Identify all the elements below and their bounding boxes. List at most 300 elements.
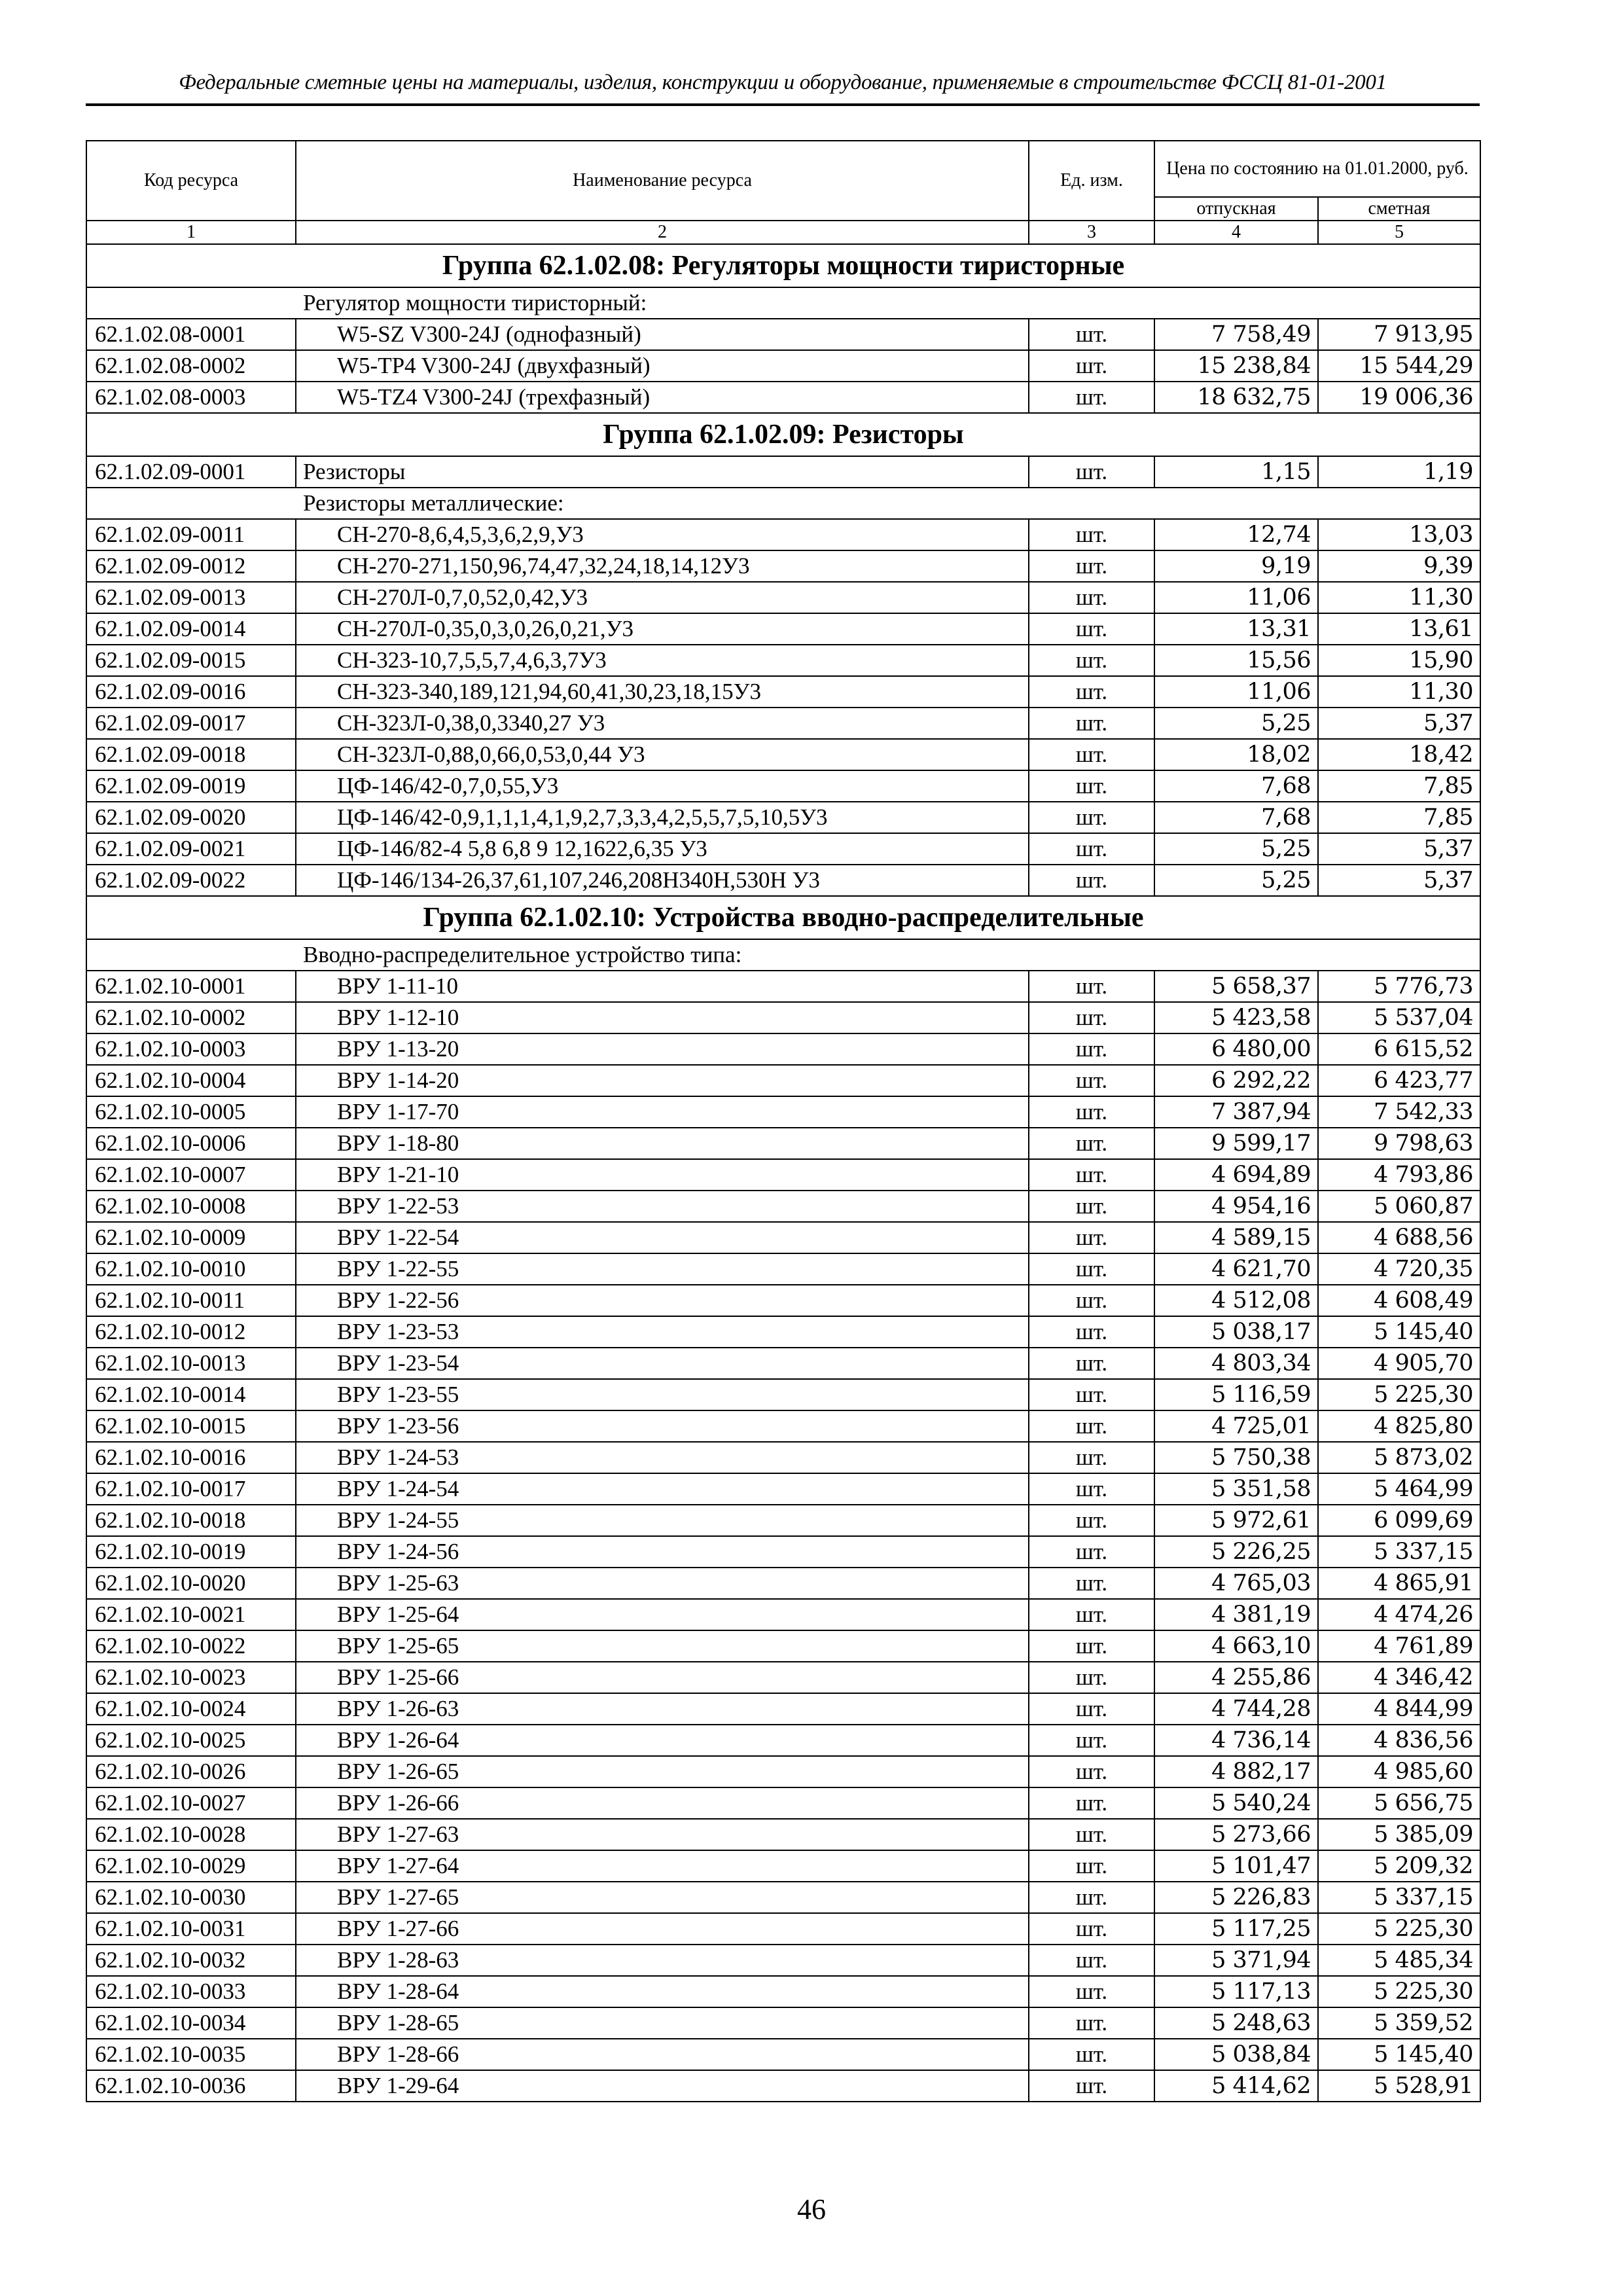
- unit: шт.: [1029, 1222, 1154, 1253]
- table-row: [86, 1693, 1480, 1725]
- unit: шт.: [1029, 1348, 1154, 1379]
- release-price: 11,06: [1154, 582, 1318, 613]
- resource-name: ВРУ 1-22-53: [296, 1191, 1029, 1222]
- unit: шт.: [1029, 1191, 1154, 1222]
- estimate-price: 4 844,99: [1318, 1693, 1480, 1725]
- unit: шт.: [1029, 708, 1154, 739]
- resource-name: СН-323Л-0,38,0,3340,27 У3: [296, 708, 1029, 739]
- page-number: 46: [797, 2193, 826, 2225]
- table-row: [86, 319, 1480, 350]
- resource-name: ЦФ-146/42-0,9,1,1,1,4,1,9,2,7,3,3,4,2,5,5,7,5,10,5У3: [296, 802, 1029, 833]
- price-table: [86, 140, 1481, 2102]
- unit: шт.: [1029, 1630, 1154, 1662]
- table-row: [86, 1787, 1480, 1819]
- release-price: 5 371,94: [1154, 1945, 1318, 1976]
- resource-name: ВРУ 1-26-64: [296, 1725, 1029, 1756]
- group-title: Группа 62.1.02.10: Устройства вводно-распределительные: [86, 896, 1480, 939]
- resource-name: ВРУ 1-17-70: [296, 1096, 1029, 1128]
- resource-name: ВРУ 1-12-10: [296, 1002, 1029, 1033]
- table-row: [86, 1191, 1480, 1222]
- unit: шт.: [1029, 1442, 1154, 1473]
- unit: шт.: [1029, 1819, 1154, 1850]
- estimate-price: 5,37: [1318, 708, 1480, 739]
- subheader-cell: [86, 287, 1480, 319]
- estimate-price: 5 209,32: [1318, 1850, 1480, 1882]
- table-row: [86, 1253, 1480, 1285]
- resource-name: ВРУ 1-28-64: [296, 1976, 1029, 2007]
- unit: шт.: [1029, 1253, 1154, 1285]
- release-price: 5 117,25: [1154, 1913, 1318, 1945]
- resource-code: 62.1.02.09-0015: [86, 645, 296, 676]
- resource-name: ВРУ 1-24-54: [296, 1473, 1029, 1505]
- resource-code: 62.1.02.10-0014: [86, 1379, 296, 1410]
- release-price: 5 038,84: [1154, 2039, 1318, 2070]
- table-row: [86, 382, 1480, 413]
- resource-code: 62.1.02.10-0003: [86, 1033, 296, 1065]
- unit: шт.: [1029, 1128, 1154, 1159]
- table-row: [86, 1725, 1480, 1756]
- estimate-price: 5 776,73: [1318, 971, 1480, 1002]
- col-number: 4: [1154, 221, 1318, 244]
- resource-code: 62.1.02.10-0009: [86, 1222, 296, 1253]
- estimate-price: 4 346,42: [1318, 1662, 1480, 1693]
- release-price: 4 882,17: [1154, 1756, 1318, 1787]
- resource-name: ВРУ 1-26-65: [296, 1756, 1029, 1787]
- release-price: 18 632,75: [1154, 382, 1318, 413]
- release-price: 5,25: [1154, 833, 1318, 865]
- table-row: [86, 1505, 1480, 1536]
- unit: шт.: [1029, 519, 1154, 550]
- resource-name: ВРУ 1-23-56: [296, 1410, 1029, 1442]
- release-price: 4 694,89: [1154, 1159, 1318, 1191]
- resource-code: 62.1.02.09-0016: [86, 676, 296, 708]
- resource-code: 62.1.02.08-0002: [86, 350, 296, 382]
- resource-name: ВРУ 1-23-53: [296, 1316, 1029, 1348]
- table-row: [86, 1536, 1480, 1568]
- resource-name: ВРУ 1-26-66: [296, 1787, 1029, 1819]
- unit: шт.: [1029, 1787, 1154, 1819]
- release-price: 5 101,47: [1154, 1850, 1318, 1882]
- estimate-price: 9 798,63: [1318, 1128, 1480, 1159]
- table-row: [86, 350, 1480, 382]
- unit: шт.: [1029, 1850, 1154, 1882]
- estimate-price: 5,37: [1318, 865, 1480, 896]
- table-row: [86, 1033, 1480, 1065]
- resource-code: 62.1.02.10-0019: [86, 1536, 296, 1568]
- table-row: [86, 1913, 1480, 1945]
- release-price: 15,56: [1154, 645, 1318, 676]
- estimate-price: 7 542,33: [1318, 1096, 1480, 1128]
- release-price: 5,25: [1154, 865, 1318, 896]
- resource-code: 62.1.02.10-0024: [86, 1693, 296, 1725]
- resource-code: 62.1.02.10-0004: [86, 1065, 296, 1096]
- release-price: 1,15: [1154, 456, 1318, 488]
- table-row: [86, 971, 1480, 1002]
- resource-name: СН-270-8,6,4,5,3,6,2,9,У3: [296, 519, 1029, 550]
- release-price: 4 954,16: [1154, 1191, 1318, 1222]
- estimate-price: 9,39: [1318, 550, 1480, 582]
- unit: шт.: [1029, 676, 1154, 708]
- unit: шт.: [1029, 1379, 1154, 1410]
- release-price: 6 292,22: [1154, 1065, 1318, 1096]
- release-price: 5 414,62: [1154, 2070, 1318, 2102]
- resource-name: СН-323Л-0,88,0,66,0,53,0,44 У3: [296, 739, 1029, 770]
- estimate-price: 5 225,30: [1318, 1379, 1480, 1410]
- subheader-cell: [86, 939, 1480, 971]
- estimate-price: 5 385,09: [1318, 1819, 1480, 1850]
- table-row: [86, 1222, 1480, 1253]
- release-price: 4 255,86: [1154, 1662, 1318, 1693]
- release-price: 5 658,37: [1154, 971, 1318, 1002]
- unit: шт.: [1029, 865, 1154, 896]
- release-price: 15 238,84: [1154, 350, 1318, 382]
- resource-name: ВРУ 1-27-66: [296, 1913, 1029, 1945]
- release-price: 5 351,58: [1154, 1473, 1318, 1505]
- estimate-price: 11,30: [1318, 582, 1480, 613]
- unit: шт.: [1029, 319, 1154, 350]
- group-row: [86, 413, 1480, 456]
- resource-name: ВРУ 1-25-63: [296, 1568, 1029, 1599]
- release-price: 7 387,94: [1154, 1096, 1318, 1128]
- release-price: 4 589,15: [1154, 1222, 1318, 1253]
- resource-name: ВРУ 1-22-56: [296, 1285, 1029, 1316]
- resource-name: СН-270-271,150,96,74,47,32,24,18,14,12У3: [296, 550, 1029, 582]
- resource-name: ВРУ 1-26-63: [296, 1693, 1029, 1725]
- release-price: 13,31: [1154, 613, 1318, 645]
- resource-code: 62.1.02.10-0025: [86, 1725, 296, 1756]
- estimate-price: 5 225,30: [1318, 1976, 1480, 2007]
- table-row: [86, 1630, 1480, 1662]
- estimate-price: 4 905,70: [1318, 1348, 1480, 1379]
- estimate-price: 4 761,89: [1318, 1630, 1480, 1662]
- col-header-name: Наименование ресурса: [296, 141, 1029, 221]
- unit: шт.: [1029, 613, 1154, 645]
- unit: шт.: [1029, 1725, 1154, 1756]
- resource-code: 62.1.02.10-0030: [86, 1882, 296, 1913]
- unit: шт.: [1029, 1945, 1154, 1976]
- resource-code: 62.1.02.10-0031: [86, 1913, 296, 1945]
- col-header-price-label: Цена по состоянию на 01.01.2000, руб.: [1166, 158, 1469, 179]
- resource-name: СН-270Л-0,35,0,3,0,26,0,21,У3: [296, 613, 1029, 645]
- resource-name: Резисторы: [296, 456, 1029, 488]
- unit: шт.: [1029, 971, 1154, 1002]
- release-price: 12,74: [1154, 519, 1318, 550]
- estimate-price: 4 720,35: [1318, 1253, 1480, 1285]
- subheader-label: Регулятор мощности тиристорный:: [303, 290, 647, 315]
- table-row: [86, 550, 1480, 582]
- table-row: [86, 1756, 1480, 1787]
- unit: шт.: [1029, 1285, 1154, 1316]
- col-header-price: [1154, 141, 1480, 197]
- table-row: [86, 1410, 1480, 1442]
- resource-code: 62.1.02.10-0022: [86, 1630, 296, 1662]
- col-header-code: Код ресурса: [86, 141, 296, 221]
- estimate-price: 5 528,91: [1318, 2070, 1480, 2102]
- resource-name: ЦФ-146/134-26,37,61,107,246,208Н340Н,530Н У3: [296, 865, 1029, 896]
- group-title: Группа 62.1.02.09: Резисторы: [86, 413, 1480, 456]
- table-row: [86, 1348, 1480, 1379]
- table-row: [86, 582, 1480, 613]
- resource-code: 62.1.02.10-0023: [86, 1662, 296, 1693]
- release-price: 4 725,01: [1154, 1410, 1318, 1442]
- table-row: [86, 1662, 1480, 1693]
- table-row: [86, 613, 1480, 645]
- resource-code: 62.1.02.09-0022: [86, 865, 296, 896]
- estimate-price: 13,03: [1318, 519, 1480, 550]
- resource-name: ЦФ-146/82-4 5,8 6,8 9 12,1622,6,35 У3: [296, 833, 1029, 865]
- col-header-unit: Ед. изм.: [1029, 141, 1154, 221]
- resource-name: ВРУ 1-25-65: [296, 1630, 1029, 1662]
- column-number-row: [86, 221, 1480, 244]
- estimate-price: 7 913,95: [1318, 319, 1480, 350]
- estimate-price: 5 060,87: [1318, 1191, 1480, 1222]
- estimate-price: 4 985,60: [1318, 1756, 1480, 1787]
- resource-name: ВРУ 1-13-20: [296, 1033, 1029, 1065]
- subheader-row: [86, 939, 1480, 971]
- resource-name: СН-323-10,7,5,5,7,4,6,3,7У3: [296, 645, 1029, 676]
- release-price: 7 758,49: [1154, 319, 1318, 350]
- resource-code: 62.1.02.10-0020: [86, 1568, 296, 1599]
- header-divider: [86, 103, 1480, 106]
- col-number: 3: [1029, 221, 1154, 244]
- unit: шт.: [1029, 1505, 1154, 1536]
- release-price: 4 736,14: [1154, 1725, 1318, 1756]
- resource-code: 62.1.02.09-0014: [86, 613, 296, 645]
- subheader-label: Резисторы металлические:: [303, 490, 564, 516]
- estimate-price: 4 836,56: [1318, 1725, 1480, 1756]
- unit: шт.: [1029, 582, 1154, 613]
- table-row: [86, 1945, 1480, 1976]
- group-row: [86, 244, 1480, 287]
- table-row: [86, 1128, 1480, 1159]
- release-price: 5 038,17: [1154, 1316, 1318, 1348]
- resource-name: ВРУ 1-24-53: [296, 1442, 1029, 1473]
- resource-name: ВРУ 1-24-55: [296, 1505, 1029, 1536]
- unit: шт.: [1029, 2039, 1154, 2070]
- resource-code: 62.1.02.10-0007: [86, 1159, 296, 1191]
- resource-code: 62.1.02.09-0017: [86, 708, 296, 739]
- unit: шт.: [1029, 802, 1154, 833]
- subheader-row: [86, 488, 1480, 519]
- release-price: 9 599,17: [1154, 1128, 1318, 1159]
- subheader-cell: [86, 488, 1480, 519]
- resource-name: ВРУ 1-23-55: [296, 1379, 1029, 1410]
- resource-name: СН-270Л-0,7,0,52,0,42,У3: [296, 582, 1029, 613]
- resource-code: 62.1.02.09-0020: [86, 802, 296, 833]
- release-price: 6 480,00: [1154, 1033, 1318, 1065]
- unit: шт.: [1029, 1599, 1154, 1630]
- release-price: 4 512,08: [1154, 1285, 1318, 1316]
- release-price: 18,02: [1154, 739, 1318, 770]
- estimate-price: 5 145,40: [1318, 2039, 1480, 2070]
- resource-code: 62.1.02.10-0017: [86, 1473, 296, 1505]
- resource-name: W5-SZ V300-24J (однофазный): [296, 319, 1029, 350]
- table-row: [86, 1442, 1480, 1473]
- resource-code: 62.1.02.10-0012: [86, 1316, 296, 1348]
- col-number: 5: [1318, 221, 1480, 244]
- estimate-price: 18,42: [1318, 739, 1480, 770]
- resource-name: W5-TZ4 V300-24J (трехфазный): [296, 382, 1029, 413]
- unit: шт.: [1029, 770, 1154, 802]
- unit: шт.: [1029, 1882, 1154, 1913]
- estimate-price: 4 474,26: [1318, 1599, 1480, 1630]
- resource-name: ВРУ 1-27-63: [296, 1819, 1029, 1850]
- resource-name: ВРУ 1-22-54: [296, 1222, 1029, 1253]
- estimate-price: 1,19: [1318, 456, 1480, 488]
- table-row: [86, 2007, 1480, 2039]
- resource-code: 62.1.02.10-0018: [86, 1505, 296, 1536]
- unit: шт.: [1029, 1002, 1154, 1033]
- release-price: 5 226,25: [1154, 1536, 1318, 1568]
- estimate-price: 7,85: [1318, 802, 1480, 833]
- table-row: [86, 645, 1480, 676]
- resource-name: ВРУ 1-28-65: [296, 2007, 1029, 2039]
- estimate-price: 5 337,15: [1318, 1882, 1480, 1913]
- resource-code: 62.1.02.10-0028: [86, 1819, 296, 1850]
- unit: шт.: [1029, 550, 1154, 582]
- table-row: [86, 1599, 1480, 1630]
- unit: шт.: [1029, 456, 1154, 488]
- release-price: 4 765,03: [1154, 1568, 1318, 1599]
- release-price: 5 540,24: [1154, 1787, 1318, 1819]
- unit: шт.: [1029, 1756, 1154, 1787]
- table-row: [86, 1473, 1480, 1505]
- unit: шт.: [1029, 1473, 1154, 1505]
- unit: шт.: [1029, 1536, 1154, 1568]
- estimate-price: 15,90: [1318, 645, 1480, 676]
- resource-name: ВРУ 1-24-56: [296, 1536, 1029, 1568]
- resource-code: 62.1.02.10-0027: [86, 1787, 296, 1819]
- unit: шт.: [1029, 2007, 1154, 2039]
- table-row: [86, 1882, 1480, 1913]
- estimate-price: 5 464,99: [1318, 1473, 1480, 1505]
- resource-name: ВРУ 1-21-10: [296, 1159, 1029, 1191]
- resource-code: 62.1.02.09-0011: [86, 519, 296, 550]
- release-price: 4 803,34: [1154, 1348, 1318, 1379]
- unit: шт.: [1029, 739, 1154, 770]
- estimate-price: 6 423,77: [1318, 1065, 1480, 1096]
- resource-code: 62.1.02.10-0016: [86, 1442, 296, 1473]
- price-table-body: [86, 221, 1480, 2102]
- group-title: Группа 62.1.02.08: Регуляторы мощности тиристорные: [86, 244, 1480, 287]
- estimate-price: 5 873,02: [1318, 1442, 1480, 1473]
- estimate-price: 4 865,91: [1318, 1568, 1480, 1599]
- resource-code: 62.1.02.09-0012: [86, 550, 296, 582]
- release-price: 5 248,63: [1154, 2007, 1318, 2039]
- release-price: 5 750,38: [1154, 1442, 1318, 1473]
- table-row: [86, 1096, 1480, 1128]
- table-row: [86, 1379, 1480, 1410]
- unit: шт.: [1029, 1033, 1154, 1065]
- unit: шт.: [1029, 1410, 1154, 1442]
- table-row: [86, 1002, 1480, 1033]
- estimate-price: 5,37: [1318, 833, 1480, 865]
- release-price: 4 621,70: [1154, 1253, 1318, 1285]
- estimate-price: 5 337,15: [1318, 1536, 1480, 1568]
- group-row: [86, 896, 1480, 939]
- release-price: 9,19: [1154, 550, 1318, 582]
- release-price: 5,25: [1154, 708, 1318, 739]
- release-price: 4 381,19: [1154, 1599, 1318, 1630]
- table-row: [86, 519, 1480, 550]
- resource-name: ВРУ 1-25-66: [296, 1662, 1029, 1693]
- table-row: [86, 1568, 1480, 1599]
- resource-code: 62.1.02.08-0001: [86, 319, 296, 350]
- resource-code: 62.1.02.10-0036: [86, 2070, 296, 2102]
- resource-name: ВРУ 1-27-65: [296, 1882, 1029, 1913]
- table-row: [86, 1159, 1480, 1191]
- resource-code: 62.1.02.10-0002: [86, 1002, 296, 1033]
- running-head: Федеральные сметные цены на материалы, изделия, конструкции и оборудование, применяемые в строительстве ФССЦ 81-01-2001: [179, 71, 1387, 94]
- table-row: [86, 1316, 1480, 1348]
- resource-code: 62.1.02.08-0003: [86, 382, 296, 413]
- unit: шт.: [1029, 2070, 1154, 2102]
- resource-name: W5-TP4 V300-24J (двухфазный): [296, 350, 1029, 382]
- col-number: 2: [296, 221, 1029, 244]
- unit: шт.: [1029, 1065, 1154, 1096]
- estimate-price: 4 793,86: [1318, 1159, 1480, 1191]
- unit: шт.: [1029, 350, 1154, 382]
- unit: шт.: [1029, 645, 1154, 676]
- col-number: 1: [86, 221, 296, 244]
- estimate-price: 13,61: [1318, 613, 1480, 645]
- resource-code: 62.1.02.09-0018: [86, 739, 296, 770]
- col-header-release: отпускная: [1154, 197, 1318, 221]
- resource-name: ВРУ 1-23-54: [296, 1348, 1029, 1379]
- resource-code: 62.1.02.10-0029: [86, 1850, 296, 1882]
- resource-code: 62.1.02.10-0032: [86, 1945, 296, 1976]
- release-price: 7,68: [1154, 802, 1318, 833]
- table-row: [86, 1819, 1480, 1850]
- table-row: [86, 676, 1480, 708]
- resource-name: ВРУ 1-28-66: [296, 2039, 1029, 2070]
- unit: шт.: [1029, 1976, 1154, 2007]
- table-row: [86, 1285, 1480, 1316]
- resource-name: ЦФ-146/42-0,7,0,55,У3: [296, 770, 1029, 802]
- table-row: [86, 2039, 1480, 2070]
- estimate-price: 5 537,04: [1318, 1002, 1480, 1033]
- table-row: [86, 833, 1480, 865]
- estimate-price: 5 485,34: [1318, 1945, 1480, 1976]
- resource-code: 62.1.02.10-0011: [86, 1285, 296, 1316]
- table-row: [86, 739, 1480, 770]
- release-price: 5 972,61: [1154, 1505, 1318, 1536]
- estimate-price: 6 615,52: [1318, 1033, 1480, 1065]
- estimate-price: 19 006,36: [1318, 382, 1480, 413]
- resource-name: ВРУ 1-14-20: [296, 1065, 1029, 1096]
- subheader-label: Вводно-распределительное устройство типа:: [303, 942, 742, 967]
- resource-code: 62.1.02.10-0035: [86, 2039, 296, 2070]
- resource-code: 62.1.02.10-0034: [86, 2007, 296, 2039]
- unit: шт.: [1029, 833, 1154, 865]
- unit: шт.: [1029, 1159, 1154, 1191]
- resource-code: 62.1.02.09-0021: [86, 833, 296, 865]
- resource-code: 62.1.02.09-0001: [86, 456, 296, 488]
- resource-name: ВРУ 1-22-55: [296, 1253, 1029, 1285]
- resource-code: 62.1.02.10-0021: [86, 1599, 296, 1630]
- col-header-estimate: сметная: [1318, 197, 1480, 221]
- unit: шт.: [1029, 382, 1154, 413]
- table-row: [86, 1976, 1480, 2007]
- estimate-price: 15 544,29: [1318, 350, 1480, 382]
- resource-code: 62.1.02.10-0015: [86, 1410, 296, 1442]
- table-row: [86, 1065, 1480, 1096]
- unit: шт.: [1029, 1662, 1154, 1693]
- table-row: [86, 802, 1480, 833]
- unit: шт.: [1029, 1913, 1154, 1945]
- release-price: 7,68: [1154, 770, 1318, 802]
- release-price: 5 226,83: [1154, 1882, 1318, 1913]
